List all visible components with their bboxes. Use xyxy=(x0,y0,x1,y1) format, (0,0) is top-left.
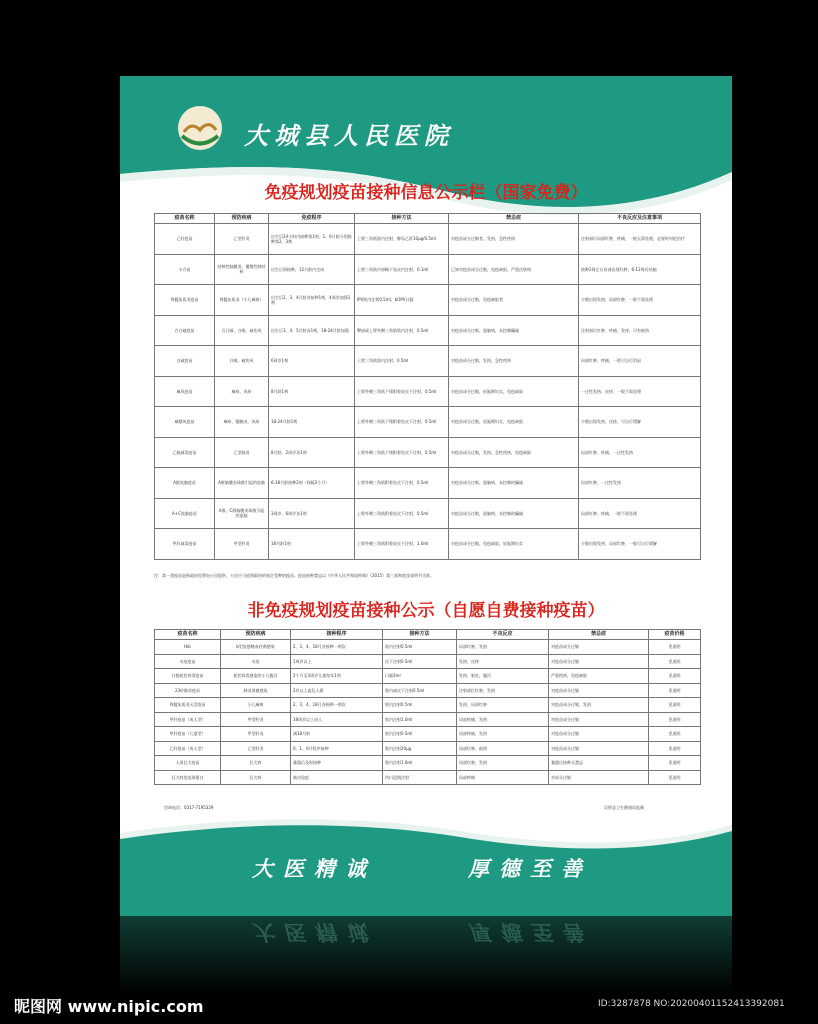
table-cell: 肌内注射0.5ml xyxy=(383,698,457,713)
table-cell: 对疫苗成分过敏，患脑病、未控制的癫痫 xyxy=(449,498,579,529)
table-cell: 对成分过敏 xyxy=(549,770,649,785)
table-cell: 对疫苗成分过敏，免疫缺陷，妊娠期妇女 xyxy=(449,529,579,560)
table-cell: 发热，皮疹 xyxy=(457,654,549,669)
table-row xyxy=(155,285,701,316)
table-cell: 对疫苗成分过敏，发热，急性疾病 xyxy=(449,346,579,377)
table-cell: 乙型肝炎 xyxy=(215,224,269,255)
table-cell: 出生后即接种，12月龄内完成 xyxy=(269,254,355,285)
table-cell: 2、3、4、18月各接种一剂次 xyxy=(291,640,383,655)
paid-vaccine-title: 非免疫规划疫苗接种公示（自愿自费接种疫苗） xyxy=(247,601,605,621)
table-cell: 伤口浸润注射 xyxy=(383,770,457,785)
table-cell: Hib xyxy=(155,640,221,655)
header-band xyxy=(120,76,732,226)
table-cell: 6周岁1剂 xyxy=(269,346,355,377)
table-cell: 暴露后接种无禁忌 xyxy=(549,756,649,771)
table-cell: 局部红肿、疼痛，一般可自行消退 xyxy=(579,346,701,377)
table-row xyxy=(155,529,701,560)
consult-phone: 咨询电话：0317-7195329 xyxy=(164,805,214,810)
table-cell: 狂犬病免疫球蛋白 xyxy=(155,770,221,785)
table-cell: 少数出现发热，局部红肿，一般不需处理 xyxy=(579,285,701,316)
table-cell: 脊髓灰质炎灭活疫苗 xyxy=(155,698,221,713)
table-cell: 局部红肿，发热 xyxy=(457,640,549,655)
table-cell: 肌内注射20μg xyxy=(383,741,457,756)
table-cell: 甲型肝炎 xyxy=(215,529,269,560)
table-cell: 口服轮状病毒疫苗 xyxy=(155,669,221,684)
table-cell: 见说明 xyxy=(649,654,701,669)
table-cell: 少数出现发热、皮疹，可自行缓解 xyxy=(579,407,701,438)
table-cell: 甲肝减毒疫苗 xyxy=(155,529,215,560)
table-cell: 对疫苗成分过敏，妊娠期妇女，免疫缺陷 xyxy=(449,407,579,438)
table-cell: 麻疹、腮腺炎、风疹 xyxy=(215,407,269,438)
table-header-cell: 不良反应 xyxy=(457,630,549,640)
table-row xyxy=(155,770,701,785)
free-vaccine-title: 免疫规划疫苗接种信息公示栏（国家免费） xyxy=(264,183,588,203)
table-cell: 上臂外侧三角肌附着处皮下注射，0.5ml xyxy=(355,468,449,499)
table-cell: 1周岁以上 xyxy=(291,654,383,669)
table-cell: 甲型肝炎 xyxy=(221,727,291,742)
table-cell: 出生后3、4、5月龄各1剂，18-24月龄加强 xyxy=(269,315,355,346)
table-header-cell: 接种程序 xyxy=(291,630,383,640)
table-row xyxy=(155,727,701,742)
table-cell: 对疫苗成分过敏 xyxy=(549,640,649,655)
table-cell: 18-24月龄1剂 xyxy=(269,407,355,438)
table-cell: 暴露后及时接种 xyxy=(291,756,383,771)
table-cell: 对疫苗成分过敏 xyxy=(549,741,649,756)
table-cell: 接种2周左右局部出现红肿，6-12周后结痂 xyxy=(579,254,701,285)
table-cell: 对疫苗成分过敏，免疫缺陷者 xyxy=(449,285,579,316)
slogan-right-reflection: 厚德至善 xyxy=(468,920,592,945)
watermark-id: ID:3287878 NO:20200401152413392081 xyxy=(598,999,785,1009)
table-cell: 脊髓灰质炎（小儿麻痹） xyxy=(215,285,269,316)
table-cell: 百日咳、白喉、破伤风 xyxy=(215,315,269,346)
table-cell: 白破疫苗 xyxy=(155,346,215,377)
table-cell: 上臂外侧三角肌下缘附着处皮下注射，0.5ml xyxy=(355,437,449,468)
table-cell: A群、C群脑膜炎球菌引起的流脑 xyxy=(215,498,269,529)
table-cell: 见说明 xyxy=(649,640,701,655)
table-cell: 狂犬病 xyxy=(221,770,291,785)
table-header-cell: 禁忌症 xyxy=(449,214,579,224)
table-cell: 口服3ml xyxy=(383,669,457,684)
table-cell: 18月龄1剂 xyxy=(269,529,355,560)
paid-vaccine-table xyxy=(154,629,701,785)
table-cell: 肌内注射1.0ml xyxy=(383,756,457,771)
table-cell: 甲肝疫苗（成人型） xyxy=(155,712,221,727)
table-cell: 出生后2、3、4月龄各接种1剂，4周岁加强1剂 xyxy=(269,285,355,316)
table-row xyxy=(155,756,701,771)
table-row xyxy=(155,683,701,698)
table-cell: 乙型肝炎 xyxy=(221,741,291,756)
table-cell: 见说明 xyxy=(649,683,701,698)
table-row xyxy=(155,468,701,499)
table-row xyxy=(155,254,701,285)
table-cell: 2、3、4、18月各接种一剂次 xyxy=(291,698,383,713)
table-cell: 甲型肝炎 xyxy=(221,712,291,727)
table-cell: 皮下注射0.5ml xyxy=(383,654,457,669)
table-cell: 对疫苗成分过敏，患脑病、未控制的癫痫 xyxy=(449,468,579,499)
table-cell: 0、1、6月程序接种 xyxy=(291,741,383,756)
table-cell: 对疫苗成分过敏者，发热，急性疾病 xyxy=(449,224,579,255)
supervisor-text: 吴桥县卫生健康局监制 xyxy=(604,805,644,810)
table-cell: 对疫苗成分过敏，患脑病，未控制癫痫 xyxy=(449,315,579,346)
table-cell: 人用狂犬疫苗 xyxy=(155,756,221,771)
table-header-cell: 预防疾病 xyxy=(221,630,291,640)
table-cell: 见说明 xyxy=(649,712,701,727)
table-row xyxy=(155,407,701,438)
table-cell: 2岁以上高危人群 xyxy=(291,683,383,698)
table-cell: 8月龄1剂 xyxy=(269,376,355,407)
table-row xyxy=(155,698,701,713)
table-cell: 结核性脑膜炎、播散性肺结核 xyxy=(215,254,269,285)
slogan-left-reflection: 大医精诚 xyxy=(252,920,376,945)
table-cell: 卡介苗 xyxy=(155,254,215,285)
table-cell: 上臂三角肌肌内注射，酵母乙肝10μg/0.5ml xyxy=(355,224,449,255)
table-header-cell: 疫苗名称 xyxy=(155,214,215,224)
table-cell: 轮状病毒感染的小儿腹泻 xyxy=(221,669,291,684)
table-row xyxy=(155,640,701,655)
table-cell: 注射部位红肿，发热 xyxy=(457,683,549,698)
slogan-right: 厚德至善 xyxy=(468,856,592,881)
free-vaccine-table xyxy=(154,213,701,560)
table-cell: 局部红肿，一过性发热 xyxy=(579,468,701,499)
table-cell: 局部红肿，低热 xyxy=(457,741,549,756)
hospital-logo-icon xyxy=(178,106,222,150)
table-cell: 小儿麻痹 xyxy=(221,698,291,713)
table-header-cell: 禁忌症 xyxy=(549,630,649,640)
table-cell: 8月龄，2周岁各1剂 xyxy=(269,437,355,468)
table-cell: 23价肺炎疫苗 xyxy=(155,683,221,698)
table-cell: 局部红肿、疼痛，一过性发热 xyxy=(579,437,701,468)
table-cell: 麻风疫苗 xyxy=(155,376,215,407)
table-row xyxy=(155,437,701,468)
table-header-cell: 接种方法 xyxy=(355,214,449,224)
table-cell: 肌内注射0.5ml xyxy=(383,727,457,742)
table-row xyxy=(155,224,701,255)
table-header-cell: 预防疾病 xyxy=(215,214,269,224)
table-cell: 肌内注射0.5ml xyxy=(383,640,457,655)
table-cell: 注射部位局部红肿，疼痛，一般无需处理，必要时对症治疗 xyxy=(579,224,701,255)
table-cell: b型流感嗜血杆菌感染 xyxy=(221,640,291,655)
table-cell: 发热，局部红肿 xyxy=(457,698,549,713)
table-note: 注：第一类疫苗是指政府免费向公民提供，公民应当依照政府的规定受种的疫苗。疫苗接种禁忌以《中华人民共和国药典》（2015）第三部和疫苗说明书为准。 xyxy=(154,573,435,578)
table-row xyxy=(155,376,701,407)
slogan-left: 大医精诚 xyxy=(252,856,376,881)
table-row xyxy=(155,346,701,377)
table-cell: 上臂三角肌肌内注射，0.5ml xyxy=(355,346,449,377)
table-cell: 臀部或上臂外侧三角肌肌内注射，0.5ml xyxy=(355,315,449,346)
watermark-site: 昵图网 www.nipic.com xyxy=(14,997,204,1016)
table-header-cell: 疫苗名称 xyxy=(155,630,221,640)
table-cell: 局部疼痛，发热 xyxy=(457,712,549,727)
table-cell: 出生后24小时内接种第1剂，1、6月龄分别接种第2、3剂 xyxy=(269,224,355,255)
table-cell: 上臂三角肌中部略下处皮内注射，0.1ml xyxy=(355,254,449,285)
table-row xyxy=(155,498,701,529)
table-cell: 局部疼痛，发热 xyxy=(457,727,549,742)
table-cell: 乙型脑炎 xyxy=(215,437,269,468)
table-cell: 见说明 xyxy=(649,741,701,756)
table-cell: 肺炎球菌感染 xyxy=(221,683,291,698)
table-cell: 肌内或皮下注射0.5ml xyxy=(383,683,457,698)
table-cell: 甲肝疫苗（儿童型） xyxy=(155,727,221,742)
table-cell: 上臂外侧三角肌下缘附着处皮下注射，0.5ml xyxy=(355,407,449,438)
table-row xyxy=(155,741,701,756)
table-cell: 局部红肿，发热 xyxy=(457,756,549,771)
table-cell: 局部疼痛 xyxy=(457,770,549,785)
table-row xyxy=(155,315,701,346)
table-header-cell: 疫苗价格 xyxy=(649,630,701,640)
table-cell: A群流脑疫苗 xyxy=(155,468,215,499)
table-cell: 乙肝疫苗（成人型） xyxy=(155,741,221,756)
table-cell: A+C流脑疫苗 xyxy=(155,498,215,529)
table-cell: 水痘疫苗 xyxy=(155,654,221,669)
table-cell: 百白破疫苗 xyxy=(155,315,215,346)
table-cell: 见说明 xyxy=(649,727,701,742)
table-cell: 乙肝疫苗 xyxy=(155,224,215,255)
table-cell: 满18月龄 xyxy=(291,727,383,742)
table-cell: 对疫苗成分过敏 xyxy=(549,727,649,742)
table-cell: 见说明 xyxy=(649,756,701,771)
table-cell: 注射部位红肿、疼痛、发痒，可有低热 xyxy=(579,315,701,346)
table-cell: 狂犬病 xyxy=(221,756,291,771)
table-cell: 对疫苗成分过敏，发热 xyxy=(549,698,649,713)
table-cell: A群脑膜炎球菌引起的流脑 xyxy=(215,468,269,499)
table-cell: 局部红肿、疼痛，一般不需处理 xyxy=(579,498,701,529)
footer-band xyxy=(120,811,732,916)
table-cell: 乙脑减毒疫苗 xyxy=(155,437,215,468)
table-cell: 肌内注射1.0ml xyxy=(383,712,457,727)
table-cell: 对疫苗成分过敏，发热，急性疾病，免疫缺陷 xyxy=(449,437,579,468)
table-cell: 对疫苗成分过敏 xyxy=(549,654,649,669)
table-cell: 水痘 xyxy=(221,654,291,669)
table-cell: 少数出现发热、局部红肿，一般可自行缓解 xyxy=(579,529,701,560)
hospital-name: 大城县人民医院 xyxy=(244,121,454,150)
table-cell: 见说明 xyxy=(649,669,701,684)
table-cell: 脊髓灰质炎疫苗 xyxy=(155,285,215,316)
table-cell: 白喉、破伤风 xyxy=(215,346,269,377)
table-cell: 对疫苗成分过敏，妊娠期妇女，免疫缺陷 xyxy=(449,376,579,407)
table-header-cell: 接种方法 xyxy=(383,630,457,640)
table-cell: 见说明 xyxy=(649,770,701,785)
table-cell: 上臂外侧三角肌附着处皮下注射，1.0ml xyxy=(355,529,449,560)
table-row xyxy=(155,669,701,684)
table-cell: IPV肌内注射0.5ml，bOPV口服 xyxy=(355,285,449,316)
table-cell: 严重疾病，免疫缺陷 xyxy=(549,669,649,684)
table-cell: 已知对疫苗成分过敏，免疫缺陷，严重皮肤病 xyxy=(449,254,579,285)
table-row xyxy=(155,712,701,727)
table-cell: 麻腮风疫苗 xyxy=(155,407,215,438)
table-cell: 一过性发热、皮疹，一般不需处理 xyxy=(579,376,701,407)
table-cell: 对疫苗成分过敏 xyxy=(549,712,649,727)
table-cell: 上臂外侧三角肌附着处皮下注射，0.5ml xyxy=(355,498,449,529)
table-cell: 发热，呕吐，腹泻 xyxy=(457,669,549,684)
table-cell: 麻疹、风疹 xyxy=(215,376,269,407)
poster-reflection xyxy=(120,916,732,996)
table-cell: 18周岁以上成人 xyxy=(291,712,383,727)
table-header-cell: 免疫程序 xyxy=(269,214,355,224)
table-header-cell: 不良反应及注意事项 xyxy=(579,214,701,224)
table-cell: 被动免疫 xyxy=(291,770,383,785)
table-cell: 见说明 xyxy=(649,698,701,713)
table-cell: 上臂外侧三角肌下缘附着处皮下注射，0.5ml xyxy=(355,376,449,407)
table-row xyxy=(155,654,701,669)
poster xyxy=(120,76,732,916)
table-cell: 3周岁、6周岁各1剂 xyxy=(269,498,355,529)
table-cell: 对疫苗成分过敏 xyxy=(549,683,649,698)
table-cell: 6-18月龄接种2剂（间隔3个月） xyxy=(269,468,355,499)
table-cell: 2个月至3周岁儿童每年1剂 xyxy=(291,669,383,684)
